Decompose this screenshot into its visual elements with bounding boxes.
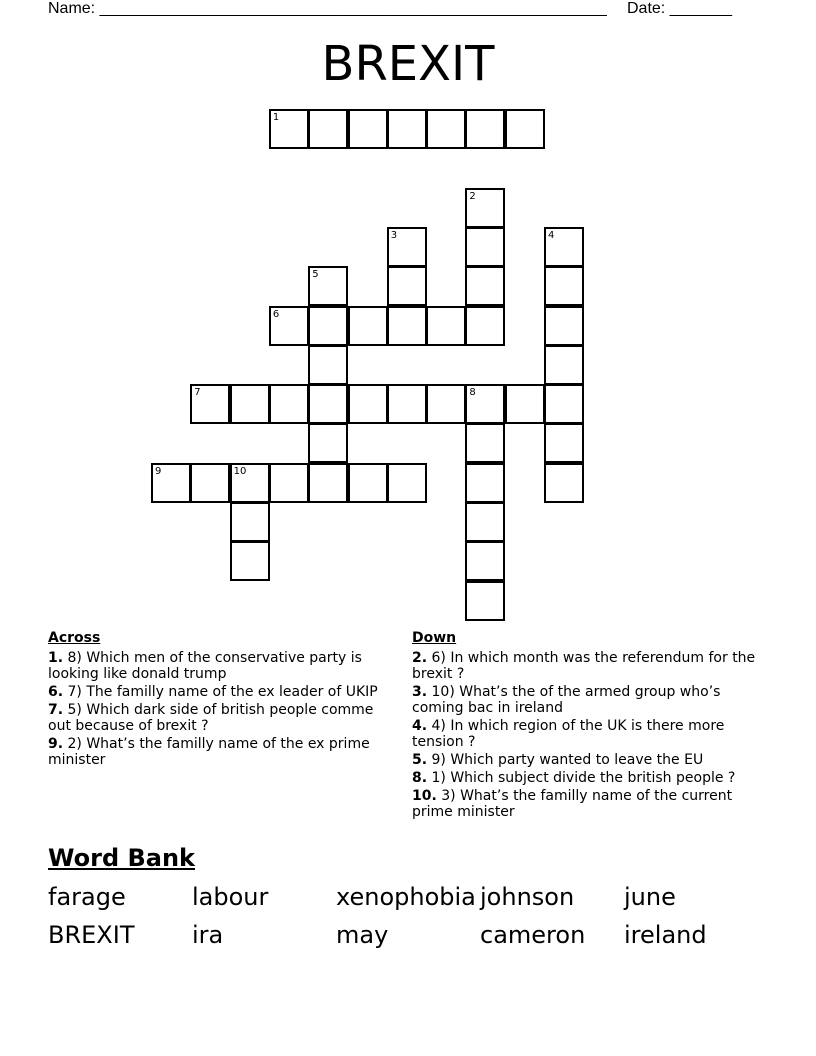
crossword-cell[interactable] [465,423,505,463]
crossword-cell[interactable] [387,306,427,346]
cell-number: 10 [233,465,247,477]
across-clues [48,630,393,770]
word-bank-word: johnson [480,883,575,911]
word-bank-word: cameron [480,921,586,949]
crossword-cell[interactable] [544,463,584,503]
cell-number: 9 [155,465,162,477]
crossword-cell[interactable] [230,384,270,424]
crossword-cell[interactable] [465,188,505,228]
crossword-cell[interactable] [426,384,466,424]
crossword-cell[interactable] [544,345,584,385]
across-clue [48,702,393,734]
clue-text: 2) What’s the familly name of the ex prime minister [48,736,370,768]
down-clue [412,684,762,716]
clue-number: 5. [412,752,428,768]
word-bank-title: Word Bank [48,844,196,872]
down-clue [412,788,762,820]
cell-number: 6 [272,308,280,320]
word-bank-word: june [624,883,676,911]
crossword-cell[interactable] [190,463,230,503]
cell-number: 8 [469,387,476,399]
crossword-cell[interactable] [308,463,348,503]
across-clue [48,650,393,682]
crossword-cell[interactable] [230,463,270,503]
cell-number: 1 [272,112,280,123]
crossword-cell[interactable] [230,502,270,542]
down-heading: Down [412,630,457,646]
across-clue [48,736,393,768]
crossword-cell[interactable] [465,581,505,621]
crossword-cell[interactable] [151,463,191,503]
crossword-cell[interactable] [465,266,505,306]
date-field-label: Date: _______ [627,0,732,17]
word-bank-word: may [336,921,389,949]
crossword-cell[interactable] [308,109,348,149]
crossword-cell[interactable] [426,109,466,149]
name-field-label: Name: _________________________________________________________ [48,0,607,17]
crossword-cell[interactable] [505,109,545,149]
crossword-cell[interactable] [544,227,584,267]
clue-text: 7) The familly name of the ex leader of UKIP [67,684,378,700]
crossword-cell[interactable] [387,266,427,306]
crossword-cell[interactable] [269,109,309,149]
page-title: BREXIT [321,36,495,92]
word-bank-word: BREXIT [48,921,135,949]
cell-number: 7 [194,387,201,399]
down-clue [412,752,762,768]
word-bank-word: farage [48,883,126,911]
crossword-cell[interactable] [348,463,388,503]
crossword-cell[interactable] [308,266,348,306]
crossword-cell[interactable] [348,109,388,149]
crossword-cell[interactable] [308,423,348,463]
word-bank [48,880,768,956]
cell-number: 3 [390,229,398,241]
clue-text: 3) What’s the familly name of the current prime minister [412,788,733,820]
crossword-cell[interactable] [269,306,309,346]
crossword-cell[interactable] [387,109,427,149]
crossword-cell[interactable] [387,463,427,503]
crossword-cell[interactable] [426,306,466,346]
crossword-cell[interactable] [348,384,388,424]
crossword-cell[interactable] [465,384,505,424]
cell-number: 2 [469,190,476,202]
clue-text: 9) Which party wanted to leave the EU [431,752,704,768]
clue-number: 10. [412,788,437,804]
clue-text: 10) What’s the of the armed group who’s coming bac in ireland [412,684,721,716]
down-clue [412,718,762,750]
crossword-cell[interactable] [505,384,545,424]
clue-text: 5) Which dark side of british people comme out because of brexit ? [48,702,374,734]
crossword-cell[interactable] [465,502,505,542]
crossword-cell[interactable] [465,227,505,267]
across-heading: Across [48,630,101,646]
crossword-cell[interactable] [544,423,584,463]
clue-number: 7. [48,702,64,718]
word-bank-word: labour [192,883,269,911]
crossword-cell[interactable] [308,306,348,346]
word-bank-word: ira [192,921,224,949]
down-clue [412,650,762,682]
clue-number: 8. [412,770,428,786]
down-clues [412,630,762,822]
crossword-cell[interactable] [269,463,309,503]
crossword-cell[interactable] [465,109,505,149]
cell-number: 4 [548,229,555,241]
clue-number: 9. [48,736,64,752]
clue-text: 4) In which region of the UK is there more tension ? [412,718,725,750]
clue-number: 6. [48,684,64,700]
crossword-cell[interactable] [544,306,584,346]
clue-number: 1. [48,650,64,666]
crossword-cell[interactable] [308,384,348,424]
clue-number: 2. [412,650,428,666]
crossword-cell[interactable] [230,541,270,581]
crossword-cell[interactable] [308,345,348,385]
crossword-cell[interactable] [190,384,230,424]
crossword-cell[interactable] [465,463,505,503]
word-bank-word: xenophobia [336,883,476,911]
clue-text: 6) In which month was the referendum for the brexit ? [412,650,756,682]
crossword-cell[interactable] [544,266,584,306]
clue-text: 1) Which subject divide the british people ? [431,770,736,786]
crossword-cell[interactable] [269,384,309,424]
crossword-cell[interactable] [544,384,584,424]
crossword-cell[interactable] [387,384,427,424]
crossword-cell[interactable] [465,306,505,346]
across-clue [48,684,393,700]
down-clue [412,770,762,786]
crossword-cell[interactable] [387,227,427,267]
clue-text: 8) Which men of the conservative party is looking like donald trump [48,650,362,682]
crossword-cell[interactable] [465,541,505,581]
clue-number: 4. [412,718,428,734]
clue-number: 3. [412,684,428,700]
cell-number: 5 [312,269,319,281]
crossword-cell[interactable] [348,306,388,346]
word-bank-word: ireland [624,921,707,949]
